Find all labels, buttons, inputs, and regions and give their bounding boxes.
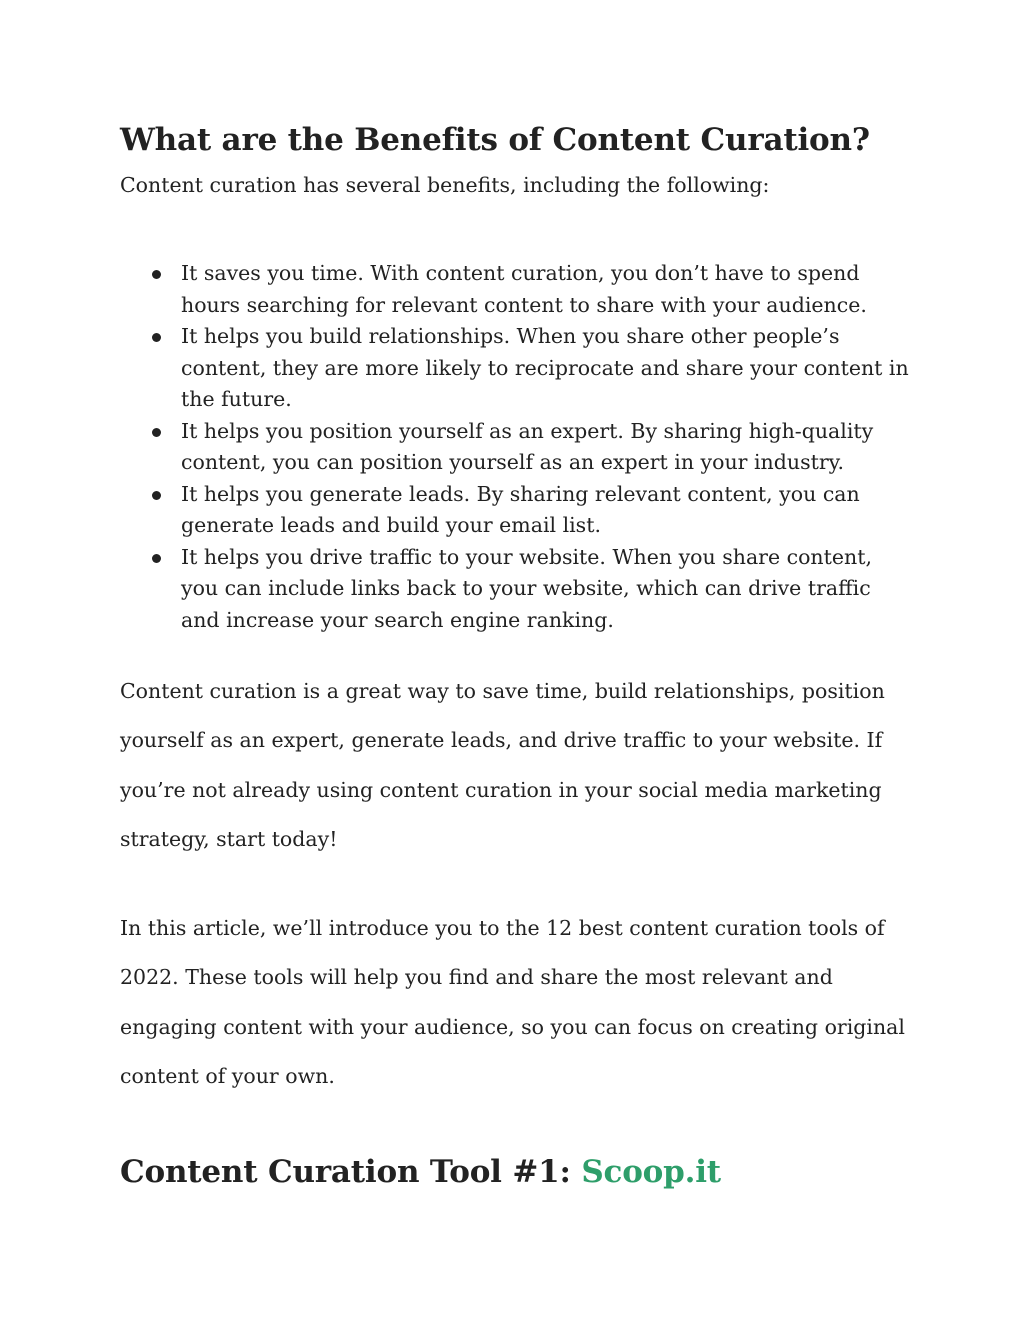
bullet-icon xyxy=(152,270,161,279)
list-item-text: It helps you generate leads. By sharing relevant content, you can generate leads and build your email list. xyxy=(181,481,860,537)
section-heading-benefits: What are the Benefits of Content Curation? xyxy=(120,122,870,158)
list-item xyxy=(120,416,910,479)
tool-heading xyxy=(120,1148,721,1196)
list-item-text: It saves you time. With content curation, you don’t have to spend hours searching for relevant content to share with your audience. xyxy=(181,261,867,317)
list-item-text: It helps you position yourself as an expert. By sharing high-quality content, you can position yourself as an expert in your industry. xyxy=(181,418,874,474)
list-item-text: It helps you drive traffic to your website. When you share content, you can include links back to your website, which can drive traffic and increase your search engine ranking. xyxy=(181,544,872,632)
list-item xyxy=(120,321,910,416)
benefits-list xyxy=(120,258,910,636)
bullet-icon xyxy=(152,491,161,500)
list-item xyxy=(120,479,910,542)
scoop-it-link[interactable]: Scoop.it xyxy=(581,1154,721,1190)
list-item xyxy=(120,258,910,321)
list-item xyxy=(120,542,910,637)
bullet-icon xyxy=(152,428,161,437)
bullet-icon xyxy=(152,333,161,342)
intro-text: Content curation has several benefits, including the following: xyxy=(120,173,770,197)
summary-paragraph: Content curation is a great way to save time, build relationships, position yourself as an expert, generate leads, and drive traffic to your website. If you’re not already using content curation in your social media marketing strategy, start today! xyxy=(120,679,885,851)
bullet-icon xyxy=(152,554,161,563)
tool-heading-prefix: Content Curation Tool #1: xyxy=(120,1154,582,1190)
list-item-text: It helps you build relationships. When you share other people’s content, they are more likely to reciprocate and share your content in the future. xyxy=(181,324,909,411)
article-intro-paragraph: In this article, we’ll introduce you to the 12 best content curation tools of 2022. These tools will help you find and share the most relevant and engaging content with your audience, so you can focus on creating original content of your own. xyxy=(120,916,905,1088)
